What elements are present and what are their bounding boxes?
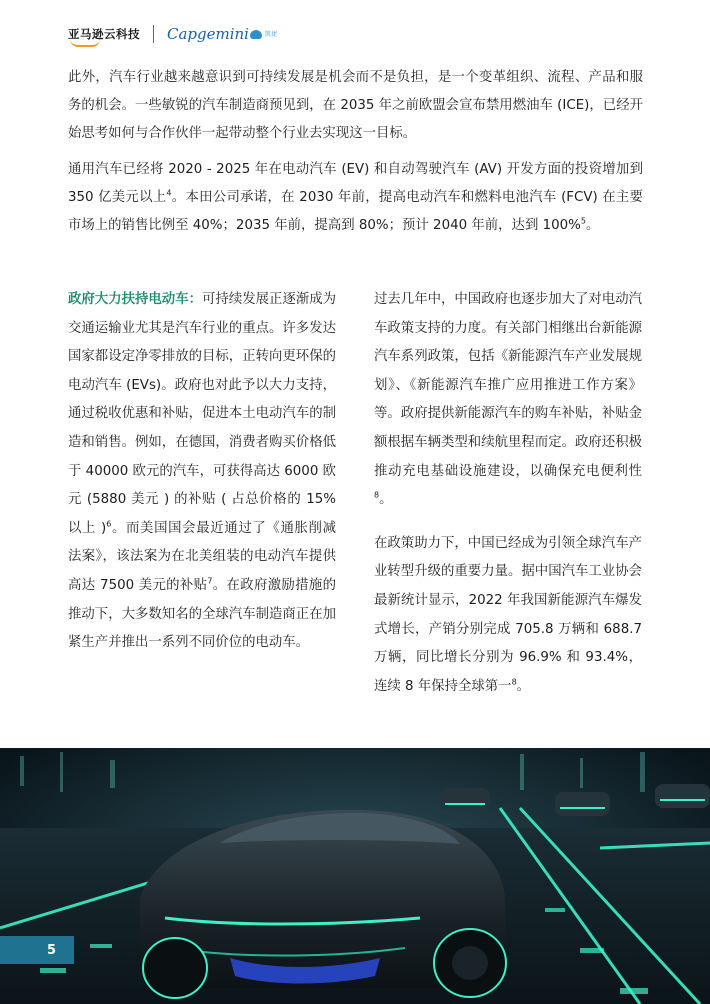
china-stats-paragraph: 在政策助力下，中国已经成为引领全球汽车产业转型升级的重要力量。据中国汽车工业协会最新统计显示，2022 年我国新能源汽车爆发式增长，产销分别完成 705.8 万辆和 688.7 万辆，同比增长分别为 96.9% 和 93.4%，连续 8 年保持全球第一$^8$。 xyxy=(374,535,642,694)
hero-car-image xyxy=(0,748,710,1004)
left-column: 政府大力扶持电动车：可持续发展正逐渐成为交通运输业尤其是汽车行业的重点。许多发达国家都设定净零排放的目标，正转向更环保的电动汽车 (EVs)。政府也对此予以大力支持，通过税收优惠和补贴，促进本土电动汽车的制造和销售。例如，在德国，消费者购买价格低于 40000 欧元的汽车，可获得高达 6000 欧元 (5880 美元 ) 的补贴 ( 占总价格的 15% 以上 )$^6$。而美国国会最近通过了《通胀削减法案》，该法案为在北美组装的电动汽车提供高达 7500 美元的补贴$^7$。在政府激励措施的推动下，大多数知名的全球汽车制造商正在加紧生产并推出一系列不同价位的电动车。 xyxy=(68,292,337,651)
investment-paragraph: 通用汽车已经将 2020 - 2025 年在电动汽车 (EV) 和自动驾驶汽车 (AV) 开发方面的投资增加到 350 亿美元以上$^4$。本田公司承诺，在 2030 年前，提高电动汽车和燃料电池汽车 (FCV) 在主要市场上的销售比例至 40%；2035 年前，提高到 80%；预计 2040 年前，达到 100%$^5$。 xyxy=(68,162,643,233)
capgemini-spade-icon xyxy=(250,30,262,39)
capgemini-logo: Capgemini xyxy=(167,25,249,43)
capgemini-sub: 凯捷 xyxy=(264,30,277,38)
header-logos xyxy=(68,22,277,46)
footnote-ref[interactable]: 4 xyxy=(166,188,172,198)
footnote-ref[interactable]: 7 xyxy=(207,576,213,586)
footnote-ref[interactable]: 8 xyxy=(374,490,380,500)
car-illustration xyxy=(0,748,710,1004)
aws-logo: 亚马逊云科技 xyxy=(68,26,140,42)
footnote-ref[interactable]: 6 xyxy=(106,519,112,529)
china-policy-paragraph: 过去几年中，中国政府也逐步加大了对电动汽车政策支持的力度。有关部门相继出台新能源汽车系列政策，包括《新能源汽车产业发展规划》、《新能源汽车推广应用推进工作方案》等。政府提供新能源汽车的购车补贴，补贴金额根据车辆类型和续航里程而定。政府还积极推动充电基础设施建设，以确保充电便利性$^8$。 xyxy=(374,292,642,508)
logo-divider xyxy=(153,25,154,43)
intro-paragraph: 此外，汽车行业越来越意识到可持续发展是机会而不是负担，是一个变革组织、流程、产品和服务的机会。一些敏锐的汽车制造商预见到，在 2035 年之前欧盟会宣布禁用燃油车 (ICE)，已经开始思考如何与合作伙伴一起带动整个行业去实现这一目标。 xyxy=(68,70,643,141)
footnote-ref[interactable]: 5 xyxy=(580,216,586,226)
right-column xyxy=(374,286,642,716)
section-heading: 政府大力扶持电动车： xyxy=(68,292,203,307)
footnote-ref[interactable]: 8 xyxy=(511,677,517,687)
page-number: 5 xyxy=(0,936,74,964)
